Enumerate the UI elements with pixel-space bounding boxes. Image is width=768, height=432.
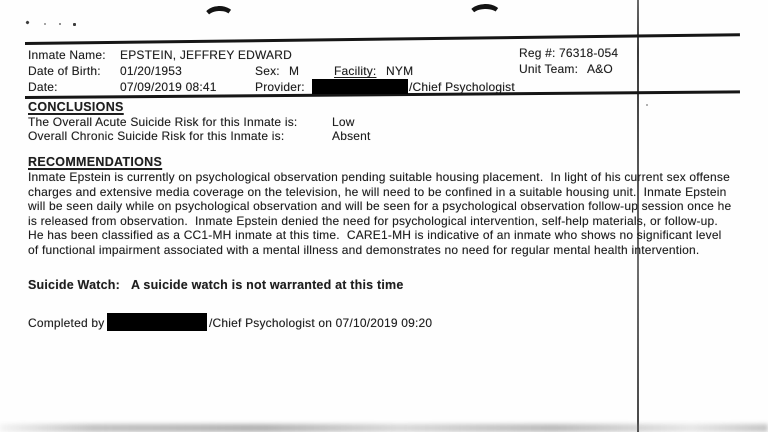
suicide-watch-label: Suicide Watch: (28, 278, 120, 292)
completed-by-label: Completed by (28, 316, 105, 330)
chronic-risk-value: Absent (332, 129, 371, 143)
scan-speck (59, 23, 61, 25)
recommendations-line: of functional impairment associated with a mental illness and demonstrates no need for regular mental health intervention. (28, 243, 700, 257)
recommendations-heading: RECOMMENDATIONS (28, 155, 163, 169)
inmate-name-value: EPSTEIN, JEFFREY EDWARD (120, 48, 292, 62)
conclusions-heading: CONCLUSIONS (28, 100, 124, 114)
acute-risk-value: Low (332, 115, 355, 129)
recommendations-line: will be seen daily while on psychological observation and will be seen for a psychological observation follow-up session once he (28, 199, 732, 213)
completed-by-title-suffix: /Chief Psychologist on 07/10/2019 09:20 (209, 316, 433, 330)
date-of-birth-label: Date of Birth: (28, 64, 101, 78)
scan-speck (25, 20, 29, 24)
inmate-name-label: Inmate Name: (28, 48, 106, 62)
reg-number-label: Reg #: (519, 46, 556, 60)
sex-value: M (289, 64, 300, 78)
suicide-watch-value: A suicide watch is not warranted at this time (131, 278, 404, 292)
unit-team-label: Unit Team: (519, 62, 579, 76)
facility-label: Facility: (334, 64, 377, 78)
scan-speck (44, 23, 46, 25)
provider-label: Provider: (255, 80, 305, 94)
chronic-risk-label: Overall Chronic Suicide Risk for this Inmate is: (28, 129, 285, 143)
facility-value: NYM (386, 64, 414, 78)
acute-risk-label: The Overall Acute Suicide Risk for this Inmate is: (28, 115, 298, 129)
date-of-birth-value: 01/20/1953 (120, 64, 183, 78)
date-label: Date: (28, 80, 58, 94)
unit-team-value: A&O (587, 62, 613, 76)
recommendations-line: is released from observation. Inmate Epstein denied the need for psychological intervention, self-help materials, or follow-up. (28, 214, 718, 228)
scan-speck (646, 104, 648, 106)
recommendations-line: Inmate Epstein is currently on psychological observation pending suitable housing placement. In light of his current sex offense (28, 170, 730, 184)
date-value: 07/09/2019 08:41 (120, 80, 217, 94)
scanner-edge-shadow (0, 424, 768, 432)
hole-punch-arc-icon (468, 3, 503, 27)
provider-title-suffix: /Chief Psychologist (409, 80, 515, 94)
header-divider-top (25, 33, 740, 44)
recommendations-line: He has been classified as a CC1-MH inmate at this time. CARE1-MH is indicative of an inmate who shows no significant level (28, 228, 722, 242)
recommendations-line: charges and extensive media coverage on the television, he will need to be confined in a suitable housing unit. Inmate Epstein (28, 185, 727, 199)
completed-by-name-redaction-box (107, 313, 207, 331)
hole-punch-arc-icon (202, 5, 235, 31)
sex-label: Sex: (255, 64, 280, 78)
reg-number-value: 76318-054 (559, 46, 619, 60)
provider-name-redaction-box (312, 79, 408, 94)
scan-speck (73, 23, 76, 26)
